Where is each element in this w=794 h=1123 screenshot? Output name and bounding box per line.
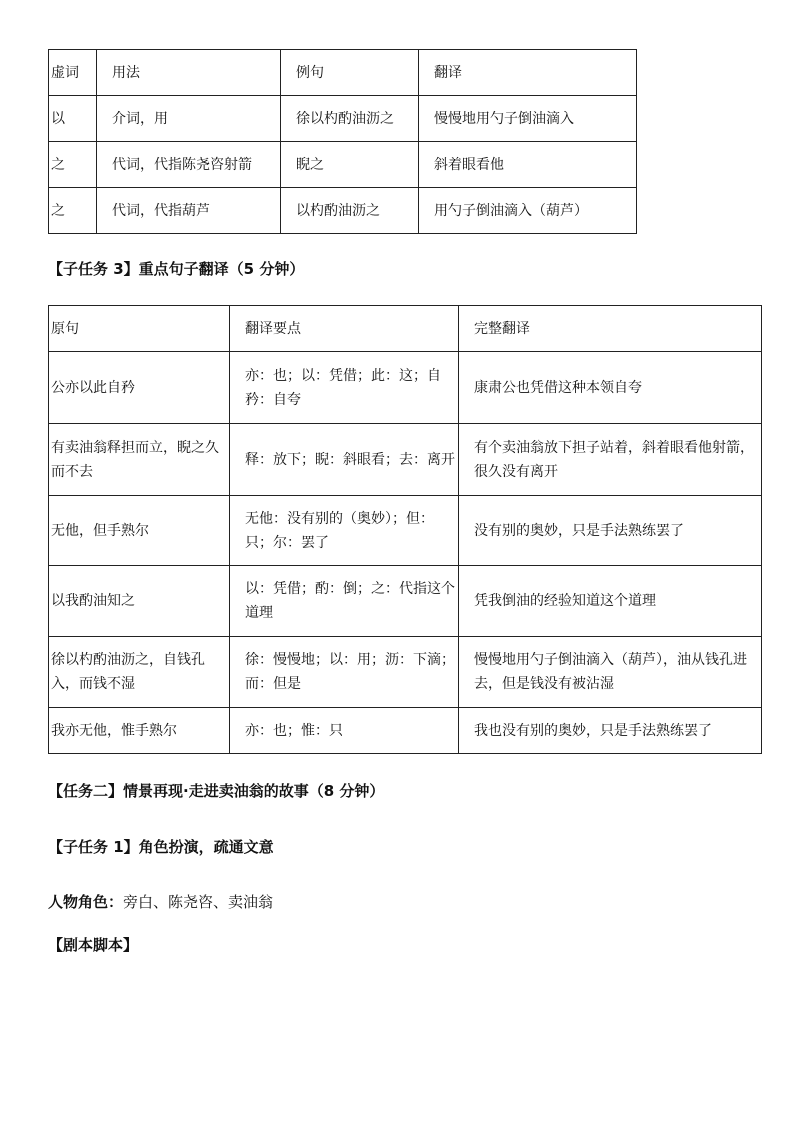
table-cell: 用勺子倒油滴入（葫芦） [419,188,637,234]
table-cell: 无他，但手熟尔 [49,496,230,566]
table-cell: 以杓酌油沥之 [281,188,419,234]
table-cell: 之 [49,188,97,234]
table-row [49,142,637,188]
table-cell: 慢慢地用勺子倒油滴入（葫芦），油从钱孔进去，但是钱没有被沾湿 [459,637,762,708]
table-row [49,188,637,234]
table-row [49,708,762,754]
function-words-table [48,49,637,234]
table-cell: 公亦以此自矜 [49,352,230,424]
table-cell: 凭我倒油的经验知道这个道理 [459,566,762,637]
table-cell: 慢慢地用勺子倒油滴入 [419,96,637,142]
script-heading: 【剧本脚本】 [48,936,139,954]
table-cell: 睨之 [281,142,419,188]
table-cell: 有个卖油翁放下担子站着，斜着眼看他射箭，很久没有离开 [459,424,762,496]
subtask1-heading: 【子任务 1】角色扮演，疏通文意 [48,838,274,856]
roles-label: 人物角色： [48,893,124,911]
sentence-translation-table [48,305,762,754]
roles-value: 旁白、陈尧咨、卖油翁 [123,893,274,911]
table-row [49,352,762,424]
table-cell: 亦：也；以：凭借；此：这；自矜：自夸 [230,352,459,424]
table-cell: 以我酌油知之 [49,566,230,637]
table-cell: 徐以杓酌油沥之 [281,96,419,142]
table-cell: 介词，用 [97,96,281,142]
table-row [49,637,762,708]
table-cell: 之 [49,142,97,188]
table-cell: 释：放下；睨：斜眼看；去：离开 [230,424,459,496]
table-header-cell: 用法 [97,50,281,96]
table-header-cell: 翻译 [419,50,637,96]
table-header-cell: 例句 [281,50,419,96]
table-cell: 斜着眼看他 [419,142,637,188]
table-header-row [49,50,637,96]
table-cell: 有卖油翁释担而立，睨之久而不去 [49,424,230,496]
table-cell: 康肃公也凭借这种本领自夸 [459,352,762,424]
table-header-cell: 翻译要点 [230,306,459,352]
table-cell: 我也没有别的奥妙，只是手法熟练罢了 [459,708,762,754]
table-cell: 徐：慢慢地；以：用；沥：下滴；而：但是 [230,637,459,708]
task2-heading: 【任务二】情景再现·走进卖油翁的故事（8 分钟） [48,782,385,800]
table-cell: 我亦无他，惟手熟尔 [49,708,230,754]
table-cell: 没有别的奥妙，只是手法熟练罢了 [459,496,762,566]
table-cell: 代词，代指葫芦 [97,188,281,234]
table-cell: 亦：也；惟：只 [230,708,459,754]
table-header-row [49,306,762,352]
table-header-cell: 原句 [49,306,230,352]
table-row [49,496,762,566]
table-header-cell: 完整翻译 [459,306,762,352]
table-cell: 无他：没有别的（奥妙）；但：只；尔：罢了 [230,496,459,566]
table-cell: 以：凭借；酌：倒；之：代指这个道理 [230,566,459,637]
table-cell: 徐以杓酌油沥之，自钱孔入，而钱不湿 [49,637,230,708]
table-cell: 代词，代指陈尧咨射箭 [97,142,281,188]
subtask3-heading: 【子任务 3】重点句子翻译（5 分钟） [48,260,305,278]
table-header-cell: 虚词 [49,50,97,96]
table-cell: 以 [49,96,97,142]
table-row [49,424,762,496]
roles-line [48,891,273,912]
table-row [49,566,762,637]
table-row [49,96,637,142]
